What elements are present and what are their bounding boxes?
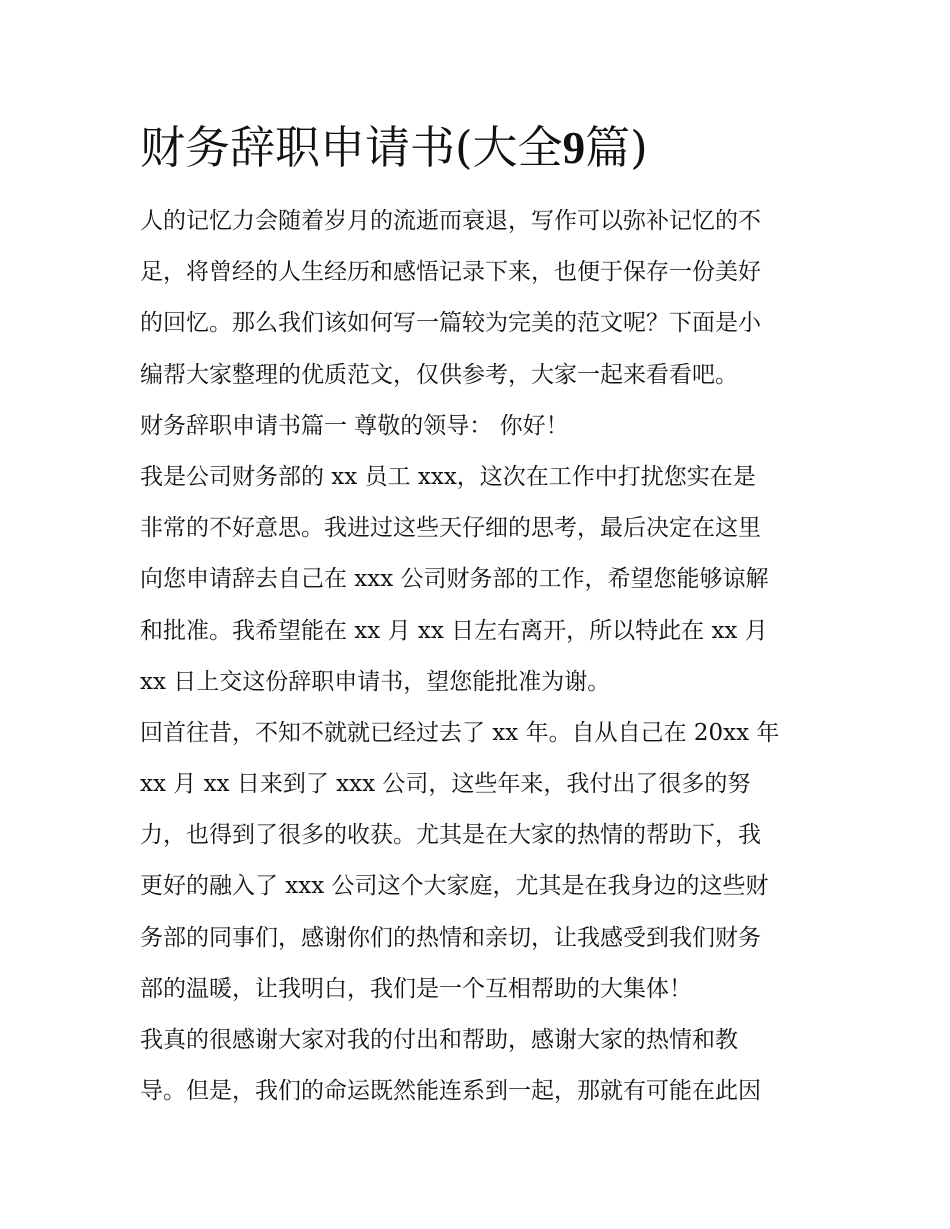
body-line-7: 非常的不好意思。我进过这些天仔细的思考，最后决定在这里 <box>140 515 761 542</box>
section-heading-line: 财务辞职申请书篇一 尊敬的领导： 你好！ <box>140 412 569 439</box>
body-line-2: 足，将曾经的人生经历和感悟记录下来，也便于保存一份美好 <box>140 259 761 286</box>
body-line-11: 回首往昔，不知不就就已经过去了 xx 年。自从自己在 20xx 年 <box>140 719 780 746</box>
body-line-4: 编帮大家整理的优质范文，仅供参考，大家一起来看看吧。 <box>140 361 738 388</box>
document-body <box>140 196 820 1117</box>
body-line-8: 向您申请辞去自己在 xxx 公司财务部的工作，希望您能够谅解 <box>140 566 769 593</box>
body-line-18: 导。但是，我们的命运既然能连系到一起，那就有可能在此因 <box>140 1078 761 1105</box>
body-line-15: 务部的同事们，感谢你们的热情和亲切，让我感受到我们财务 <box>140 924 761 951</box>
body-line-12: xx 月 xx 日来到了 xxx 公司，这些年来，我付出了很多的努 <box>140 771 751 798</box>
title-suffix: 篇) <box>585 121 648 174</box>
document-title <box>140 118 840 178</box>
body-line-13: 力，也得到了很多的收获。尤其是在大家的热情的帮助下，我 <box>140 822 761 849</box>
body-line-9: 和批准。我希望能在 xx 月 xx 日左右离开，所以特此在 xx 月 <box>140 617 768 644</box>
body-line-10: xx 日上交这份辞职申请书，望您能批准为谢。 <box>140 668 611 695</box>
title-number: 9 <box>562 123 586 173</box>
body-line-3: 的回忆。那么我们该如何写一篇较为完美的范文呢？下面是小 <box>140 310 761 337</box>
body-line-16: 部的温暖，让我明白，我们是一个互相帮助的大集体！ <box>140 975 692 1002</box>
title-prefix: 财务辞职申请书(大全 <box>140 121 563 174</box>
body-line-17: 我真的很感谢大家对我的付出和帮助，感谢大家的热情和教 <box>140 1027 738 1053</box>
body-line-14: 更好的融入了 xxx 公司这个大家庭，尤其是在我身边的这些财 <box>140 873 769 900</box>
body-line-1: 人的记忆力会随着岁月的流逝而衰退，写作可以弥补记忆的不 <box>140 208 761 234</box>
body-line-6: 我是公司财务部的 xx 员工 xxx，这次在工作中打扰您实在是 <box>140 463 756 490</box>
